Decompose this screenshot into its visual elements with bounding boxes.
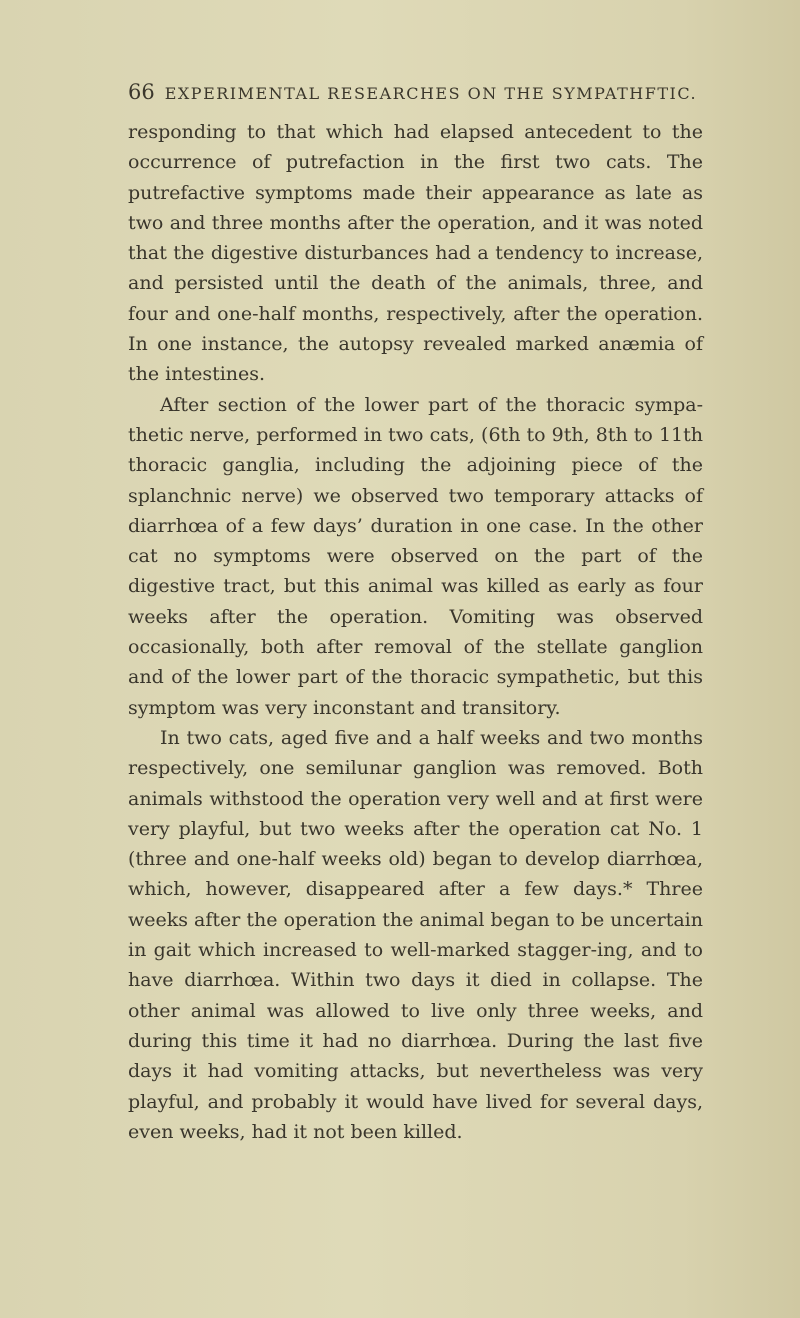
paragraph-continuation: responding to that which had elapsed antecedent to the occurrence of putrefaction in the first two cats. The putrefactive symptoms made their appearance as late as two and three months after the operation, and it was noted that the digestive disturbances had a tendency to increase, and persisted until the death of the animals, three, and four and one-half months, respectively, after the operation. In one instance, the autopsy revealed marked anæmia of the intestines. bbox=[128, 121, 703, 386]
paragraph-semilunar-ganglion: In two cats, aged five and a half weeks and two months respectively, one semilunar ganglion was removed. Both animals withstood the operation very well and at first were very playful, but two weeks after the operation cat No. 1 (three and one-half weeks old) began to develop diarrhœa, which, however, disappeared after a few days.* Three weeks after the operation the animal began to be uncertain in gait which increased to well-marked stagger-ing, and to have diarrhœa. Within two days it died in collapse. The other animal was allowed to live only three weeks, and during this time it had no diarrhœa. During the last five days it had vomiting attacks, but nevertheless was very playful, and probably it would have lived for several days, even weeks, had it not been killed. bbox=[128, 726, 703, 1143]
running-title: EXPERIMENTAL RESEARCHES ON THE SYMPATHFTIC. bbox=[164, 84, 698, 103]
body-text bbox=[128, 117, 703, 1147]
running-header bbox=[128, 80, 698, 104]
page-number: 66 bbox=[128, 80, 155, 104]
paragraph-thoracic-section: After section of the lower part of the thoracic sympa-thetic nerve, performed in two cats, (6th to 9th, 8th to 11th thoracic ganglia, including the adjoining piece of the splanchnic nerve) we observed two temporary attacks of diarrhœa of a few days’ duration in one case. In the other cat no symptoms were observed on the part of the digestive tract, but this animal was killed as early as four weeks after the operation. Vomiting was observed occasionally, both after removal of the stellate ganglion and of the lower part of the thoracic sympathetic, but this symptom was very inconstant and transitory. bbox=[128, 393, 703, 719]
